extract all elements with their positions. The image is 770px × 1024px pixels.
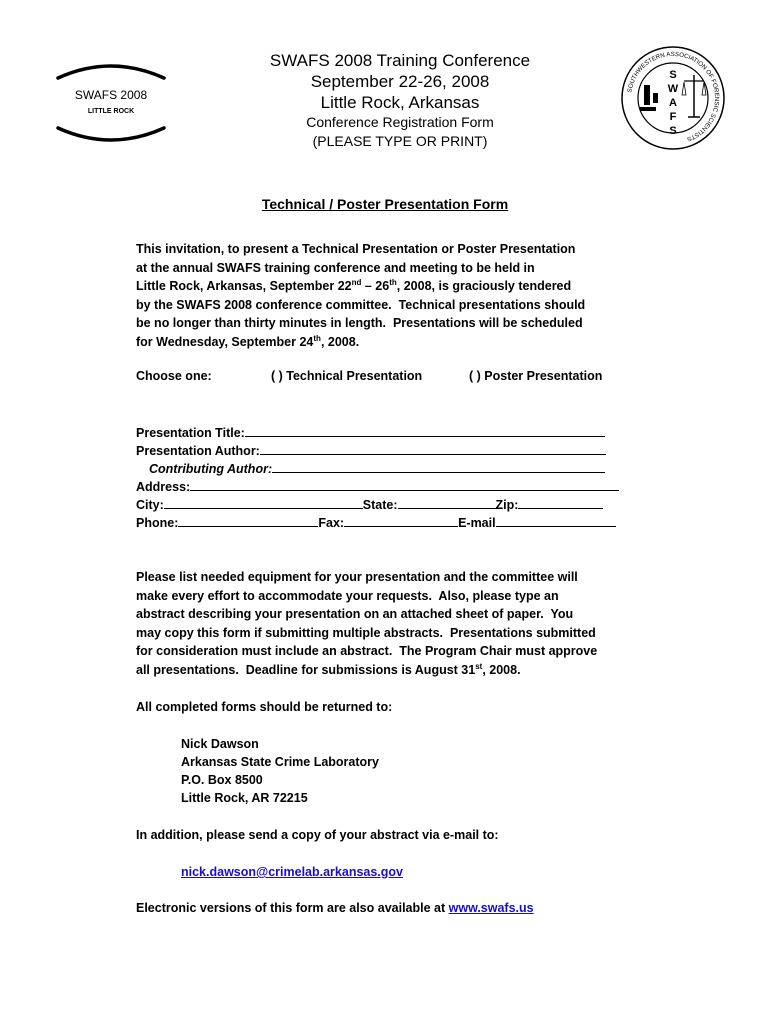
phone-label: Phone:	[136, 516, 179, 530]
header-line-1: SWAFS 2008 Training Conference	[269, 51, 531, 70]
choose-one-label: Choose one:	[136, 369, 212, 383]
equipment-line-4: may copy this form if submitting multiple abstracts. Presentations submitted	[136, 625, 596, 640]
intro-line-3: Little Rock, Arkansas, September 22nd – 26th, 2008, is graciously tendered	[136, 277, 572, 293]
intro-paragraph	[136, 240, 696, 351]
intro-line-6: for Wednesday, September 24th, 2008.	[136, 333, 360, 349]
header-line-3: Little Rock, Arkansas	[320, 93, 480, 112]
city-state-zip-row	[136, 496, 603, 512]
logo-arcs	[52, 60, 170, 146]
header-line-4: Conference Registration Form	[306, 114, 494, 130]
intro-line-4: by the SWAFS 2008 conference committee. Technical presentations should	[136, 297, 586, 312]
presentation-title-field[interactable]	[245, 424, 605, 437]
form-title: Technical / Poster Presentation Form	[261, 196, 509, 212]
equipment-line-1: Please list needed equipment for your presentation and the committee will	[136, 570, 578, 584]
contact-name: Nick Dawson	[181, 737, 259, 751]
email-field[interactable]	[496, 514, 616, 527]
zip-field[interactable]	[518, 496, 603, 509]
equipment-line-6: all presentations. Deadline for submissions is August 31st, 2008.	[136, 661, 521, 677]
intro-line-5: be no longer than thirty minutes in length. Presentations will be scheduled	[136, 316, 583, 330]
header-line-2: September 22-26, 2008	[310, 72, 490, 91]
equipment-line-5: for consideration must include an abstract. The Program Chair must approve	[136, 644, 598, 658]
contact-city: Little Rock, AR 72215	[181, 791, 308, 805]
city-field[interactable]	[164, 496, 363, 509]
poster-presentation-option[interactable]: ( ) Poster Presentation	[469, 369, 603, 383]
electronic-versions-text: Electronic versions of this form are also available at	[136, 901, 449, 915]
seal-letter-s1: S	[669, 69, 677, 81]
swafs-website-link[interactable]: www.swafs.us	[448, 901, 534, 915]
presentation-author-row	[136, 442, 606, 458]
intro-line-2: at the annual SWAFS training conference and meeting to be held in	[136, 260, 535, 275]
address-field[interactable]	[190, 478, 619, 491]
logo-place: LITTLE ROCK	[87, 108, 135, 115]
presentation-author-field[interactable]	[260, 442, 606, 455]
fax-label: Fax:	[318, 516, 345, 530]
technical-presentation-option[interactable]: ( ) Technical Presentation	[271, 369, 423, 383]
return-label: All completed forms should be returned to:	[136, 700, 393, 714]
seal-letter-w: W	[667, 83, 679, 95]
contact-organization: Arkansas State Crime Laboratory	[181, 755, 379, 769]
seal-letter-s2: S	[669, 125, 677, 137]
presentation-title-label: Presentation Title:	[136, 426, 245, 440]
contributing-author-field[interactable]	[272, 460, 605, 473]
address-row	[136, 478, 619, 494]
seal-letter-f: F	[669, 111, 677, 123]
seal-letter-a: A	[669, 97, 677, 109]
conference-header	[250, 50, 550, 151]
address-label: Address:	[136, 480, 191, 494]
email-note: In addition, please send a copy of your abstract via e-mail to:	[136, 828, 499, 842]
state-label: State:	[362, 498, 398, 512]
presentation-title-row	[136, 424, 605, 440]
city-label: City:	[136, 498, 164, 512]
electronic-versions-note	[136, 901, 534, 915]
phone-fax-email-row	[136, 514, 616, 530]
logo-name: SWAFS 2008	[74, 88, 148, 102]
contact-email-link[interactable]: nick.dawson@crimelab.arkansas.gov	[181, 865, 404, 879]
swafs-2008-logo	[52, 60, 170, 146]
contributing-author-label: Contributing Author:	[149, 462, 273, 476]
fax-field[interactable]	[344, 514, 458, 527]
phone-field[interactable]	[178, 514, 318, 527]
equipment-line-3: abstract describing your presentation on an attached sheet of paper. You	[136, 607, 574, 621]
contact-po-box: P.O. Box 8500	[181, 773, 263, 787]
state-field[interactable]	[398, 496, 496, 509]
intro-line-1: This invitation, to present a Technical Presentation or Poster Presentation	[136, 242, 576, 256]
zip-label: Zip:	[495, 498, 519, 512]
equipment-paragraph	[136, 568, 696, 679]
choose-one-row	[136, 369, 212, 383]
association-seal	[620, 45, 726, 151]
email-label: E-mail	[458, 516, 496, 530]
header-line-5: (PLEASE TYPE OR PRINT)	[312, 133, 488, 149]
seal-ring-text: SOUTHWESTERN ASSOCIATION OF FORENSIC SCIENTISTS	[626, 50, 721, 143]
contributing-author-row	[149, 460, 605, 476]
equipment-line-2: make every effort to accommodate your requests. Also, please type an	[136, 588, 559, 603]
presentation-author-label: Presentation Author:	[136, 444, 260, 458]
